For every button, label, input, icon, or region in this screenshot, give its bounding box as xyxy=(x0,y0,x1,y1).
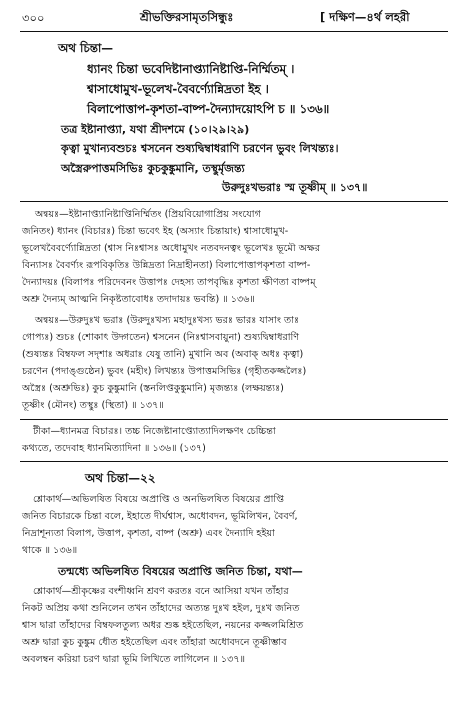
verse-line: বিলাপোত্তাপ-কৃশতা-বাষ্প-দৈন্যাদয়োঽপি চ ॥ ১৩৬॥ xyxy=(87,102,330,116)
translation-line: শ্লোকার্থ—শ্রীকৃষ্ণের বংশীধ্বনি শ্রবণ করতঃ বনে আসিয়া যখন তাঁহার xyxy=(33,586,289,597)
book-title: শ্রীভক্তিরসামৃতসিন্ধুঃ xyxy=(140,10,234,24)
page-number: ৩০০ xyxy=(22,11,45,25)
section-label: [ দক্ষিণ—৪র্থ লহরী xyxy=(320,10,410,24)
commentary-line: দৈন্যাদয়ঃ (বিলাপঃ পরিদেবনং উত্তাপঃ দেহস্য তাপবৃদ্ধিঃ কৃশতা ক্ষীণতা বাষ্পম্ xyxy=(22,277,316,288)
section-rule xyxy=(20,201,448,202)
translation-line: অশ্রু দ্বারা কুচ কুঙ্কুম ধৌত হইতেছিল এবং তাঁহারা অধোবদনে তূষ্ণীম্ভাব xyxy=(22,637,287,648)
section-rule xyxy=(20,419,448,420)
commentary-line: তূষ্ণীং (মৌনং) তস্থুঃ (স্থিতা) ॥ ১৩৭॥ xyxy=(22,400,164,411)
verse-line: তত্র ইষ্টানাপ্ত্যা, যথা শ্রীদশমে (১০।২৯।২৯) xyxy=(61,123,250,136)
page-header xyxy=(22,8,447,30)
verse-heading: অথ চিন্তা— xyxy=(58,41,114,55)
verse-line: শ্বাসাধোমুখ-ভূলেখ-বৈবর্ণ্যোন্নিদ্রতা ইহ । xyxy=(87,82,269,96)
verse-line: উরুদুঃখভরাঃ স্ম তূষ্ণীম্ ॥ ১৩৭॥ xyxy=(222,181,368,194)
verse-line: কৃত্বা মুখান্যবশুচঃ শ্বসনেন শুষ্যদ্বিম্বাধরাণি চরণেন ভুবং লিখন্ত্যঃ। xyxy=(61,142,339,155)
translation-line: জনিত বিচারকে চিন্তা বলে, ইহাতে দীর্ঘশ্বাস, অধোবদন, ভূমিলিখন, বৈবর্ণ, xyxy=(22,511,298,522)
translation-line: শ্বাস দ্বারা তাঁহাদের বিম্বফলতুল্য অধর শুষ্ক হইতেছিল, নয়নের কজ্জলমিশ্রিত xyxy=(22,620,304,631)
commentary-line: জনিতং) ধ্যানং (বিচারঃ) চিন্তা ভবেৎ ইহ (অস্যাং চিন্তায়াং) শ্বাসাধোমুখ- xyxy=(22,226,289,237)
header-rule xyxy=(20,31,448,32)
section-rule xyxy=(20,461,448,462)
commentary-line: অস্ত্রৈঃ (অশ্রুভিঃ) কুচ কুঙ্কুমানি (স্তনলিপ্তকুঙ্কুমানি) মৃজন্ত্যঃ (লক্ষয়ন্ত্যঃ) xyxy=(22,383,284,394)
verse-line: অস্ত্রৈরুপাত্তমসিভিঃ কুচকুঙ্কুমানি, তস্থুর্মৃজন্ত্য xyxy=(61,162,245,175)
translation-heading: অথ চিন্তা—২২ xyxy=(85,471,156,485)
translation-line: থাকে ॥ ১৩৬॥ xyxy=(22,545,78,556)
commentary-line: বিন্যাসঃ বৈবর্ণ্যং রূপবিকৃতিঃ উন্নিদ্রতা নিদ্রাহীনতা) বিলাপোত্তাপকৃশতা বাষ্প- xyxy=(22,260,311,271)
verse-line: ধ্যানং চিন্তা ভবেদিষ্টানাপ্ত্যানিষ্টাপ্তি-নির্ম্মিতম্ । xyxy=(87,62,295,76)
translation-line: নিকট অপ্রিয় কথা শুনিলেন তখন তাঁহাদের অত্যন্ত দুঃখ হইল, দুঃখ জনিত xyxy=(22,603,300,614)
tika-line: টীকা—ধ্যানমত্র বিচারঃ। তচ্চ নিজেষ্টানাপ্ত্যোত্যাদিলক্ষণং চেচ্চিন্তা xyxy=(33,426,276,437)
commentary-line: ভূলেখবৈবর্ণ্যোন্নিদ্রতা (শ্বাস নিঃশ্বাসঃ অধোমুখং নতবদনত্বং ভূলেখঃ ভূমৌ অক্ষর xyxy=(22,243,321,254)
commentary-line: অশ্রু দৈন্যম্ আত্মনি নিকৃষ্টতাবোধঃ তদাদায়ঃ ভবন্তি) ॥ ১৩৬॥ xyxy=(22,294,255,305)
commentary-line: অন্বয়ঃ—ইষ্টানাপ্ত্যানিষ্টাপ্তিনির্ম্মিতং (প্রিয়বিয়োগাপ্রিয় সংযোগ xyxy=(35,209,261,220)
tika-line: কথ্যতে, তদেবাহ ধ্যানমিত্যাদিনা ॥ ১৩৬॥ (১৩৭) xyxy=(22,443,206,454)
commentary-line: অন্বয়ঃ—উরুদুঃখ ভরাঃ (উরুদুঃখস্য মহাদুঃখস্য ভরঃ ভারঃ যাসাং তাঃ xyxy=(35,315,300,326)
translation-line: নিদ্রাশূন্যতা বিলাপ, উত্তাপ, কৃশতা, বাষ্প (অশ্রু) এবং দৈন্যাদি হইয়া xyxy=(22,528,275,539)
commentary-line: (শুষ্যন্তঃ বিম্বফল সদৃশাঃ অধরাঃ যেষু তানি) মুখানি অব (অবাক্ অধঃ কৃত্বা) xyxy=(22,349,304,360)
example-heading: তন্মধ্যে অভিলষিত বিষয়ের অপ্রাপ্তি জনিত চিন্তা, যথা— xyxy=(58,565,303,578)
translation-line: অবলম্বন করিয়া চরণ দ্বারা ভূমি লিখিতে লাগিলেন ॥ ১৩৭॥ xyxy=(22,654,245,665)
translation-line: শ্লোকার্থ—অভিলষিত বিষয়ে অপ্রাপ্তি ও অনভিলষিত বিষয়ের প্রাপ্তি xyxy=(33,494,284,505)
commentary-line: চরণেন (পদাঙ্গুষ্ঠেন) ভুবং (মহীং) লিখন্ত্যঃ উপাত্তমসিভিঃ (গৃহীতকজ্জলৈঃ) xyxy=(22,366,307,377)
commentary-line: গোপ্যঃ) শুচঃ (শোকাৎ উদ্গতেন) শ্বসনেন (নিঃশ্বাসবায়ুনা) শুষ্যদ্বিম্বাধরাণি xyxy=(22,332,300,343)
